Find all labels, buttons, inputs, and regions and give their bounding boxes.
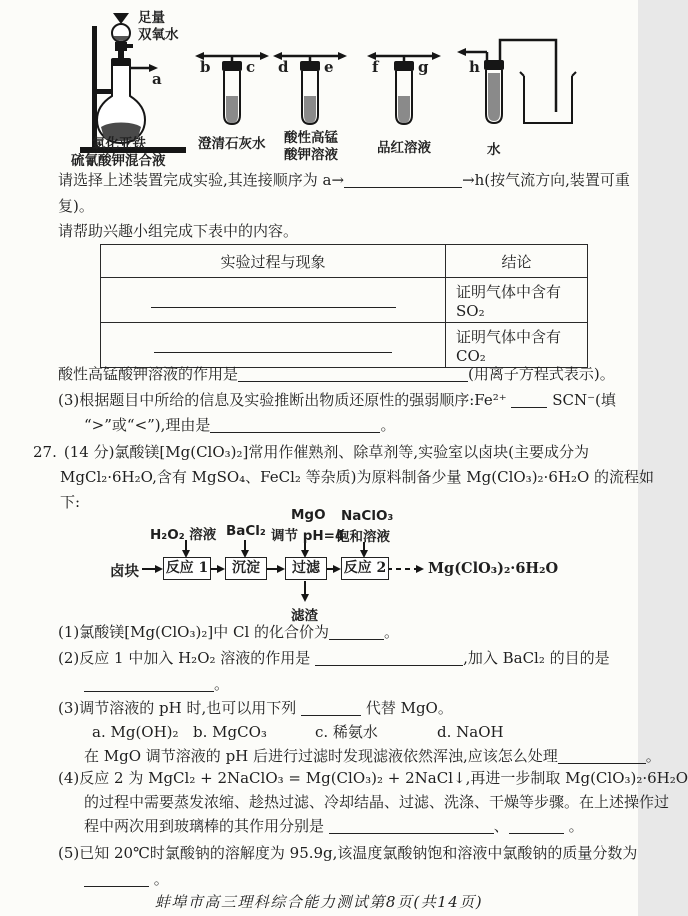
- experiment-table: [100, 244, 588, 368]
- text: (用离子方程式表示)。: [468, 365, 615, 383]
- text: (4)反应 2 为 MgCl₂ + 2NaClO₃ = Mg(ClO₃)₂ + 2NaCl↓,再进一步制取 Mg(ClO₃)₂·6H₂O: [58, 769, 688, 787]
- table-header-process: 实验过程与现象: [101, 245, 446, 278]
- text: SCN⁻(填: [552, 391, 616, 409]
- text: 请帮助兴趣小组完成下表中的内容。: [58, 222, 299, 240]
- port-c-label: c: [246, 58, 256, 76]
- q26-table-intro: [58, 221, 298, 242]
- text: MgCl₂·6H₂O,含有 MgSO₄、FeCl₂ 等杂质)为原料制备少量 Mg(ClO₃)₂·6H₂O 的流程如: [60, 468, 655, 486]
- table-header-row: [101, 245, 588, 278]
- port-f-label: f: [372, 58, 379, 76]
- device-de-label-line1: 酸性高锰: [284, 130, 338, 146]
- device-a-content-label-line2: 硫氰酸钾混合液: [71, 153, 166, 169]
- water-tube-beaker-icon: [457, 40, 576, 123]
- answer-blank: [329, 818, 494, 834]
- flow-box-precipitate: 沉淀: [225, 557, 267, 580]
- q26-part3-line2: [84, 415, 395, 436]
- answer-blank: [151, 292, 396, 308]
- q27-part5-line2: [84, 869, 169, 890]
- text: 的过程中需要蒸发浓缩、趁热过滤、冷却结晶、过滤、洗涤、干燥等步骤。在上述操作过: [84, 793, 670, 811]
- port-g-label: g: [418, 58, 429, 76]
- answer-blank: [344, 172, 462, 188]
- option-label: d. NaOH: [437, 723, 504, 741]
- flow-residue-label: 滤渣: [291, 608, 318, 624]
- q27-part2-line2: [84, 674, 229, 695]
- table-row: [101, 278, 588, 323]
- flow-start-label: 卤块: [110, 563, 139, 580]
- port-b-label: b: [200, 58, 211, 76]
- device-fg-label: 品红溶液: [377, 140, 431, 156]
- device-h-label: 水: [487, 142, 501, 158]
- text: 。: [153, 870, 169, 888]
- answer-blank: [210, 417, 380, 433]
- answer-blank: [301, 700, 361, 716]
- device-de-label-line2: 酸钾溶液: [284, 147, 338, 163]
- port-h-label: h: [469, 58, 480, 76]
- text: 酸性高锰酸钾溶液的作用是: [58, 365, 239, 383]
- option-label: a. Mg(OH)₂: [92, 723, 179, 741]
- process-blank-cell: [101, 278, 446, 323]
- q27-option-c: [315, 722, 378, 743]
- flow-box-filter: 过滤: [285, 557, 327, 580]
- text: ,加入 BaCl₂ 的目的是: [463, 649, 610, 667]
- device-a-reagent-label-line2: 双氧水: [138, 27, 179, 43]
- q27-part4-line2: [84, 792, 669, 813]
- text: 下:: [60, 493, 81, 511]
- answer-blank: [238, 366, 468, 382]
- conclusion-cell: 证明气体中含有 SO₂: [446, 278, 588, 323]
- q26-kmno4-role-line: [58, 364, 615, 385]
- answer-blank: [154, 337, 392, 353]
- q27-part5-line1: [58, 843, 637, 864]
- q27-part4-line1: [58, 768, 688, 789]
- answer-blank: [84, 676, 214, 692]
- table-row: [101, 323, 588, 368]
- text: (2)反应 1 中加入 H₂O₂ 溶液的作用是: [58, 649, 311, 667]
- answer-blank: [511, 392, 547, 408]
- text: (14 分)氯酸镁[Mg(ClO₃)₂]常用作催熟剂、除草剂等,实验室以卤块(主要成分为: [63, 443, 590, 461]
- answer-blank: [509, 818, 564, 834]
- process-blank-cell: [101, 323, 446, 368]
- text: (3)根据题目中所给的信息及实验推断出物质还原性的强弱顺序:Fe²⁺: [58, 391, 507, 409]
- text: 。: [384, 623, 400, 641]
- device-a-reagent-label-line1: 足量: [138, 10, 165, 26]
- flow-input-naclo3-line2: 饱和溶液: [336, 529, 390, 545]
- text: (5)已知 20℃时氯酸钠的溶解度为 95.9g,该温度氯酸钠饱和溶液中氯酸钠的质量分数为: [58, 844, 638, 862]
- text: (1)氯酸镁[Mg(ClO₃)₂]中 Cl 的化合价为: [58, 623, 330, 641]
- text: 在 MgO 调节溶液的 pH 后进行过滤时发现滤液依然浑浊,应该怎么处理: [84, 747, 558, 765]
- q27-stem-line1: [33, 442, 589, 463]
- q27-part1-line: [58, 622, 399, 643]
- flow-input-bacl2: BaCl₂: [226, 523, 266, 539]
- device-bc-label: 澄清石灰水: [198, 136, 266, 152]
- flow-box-reaction1: 反应 1: [163, 557, 211, 580]
- text: 。: [380, 416, 396, 434]
- q27-stem-line2: [60, 467, 654, 488]
- flow-input-naclo3-line1: NaClO₃: [341, 508, 394, 524]
- q27-part3-line: [58, 698, 453, 719]
- q27-part2-line1: [58, 648, 610, 669]
- process-flowchart: [0, 507, 638, 622]
- flow-input-h2o2: H₂O₂ 溶液: [150, 527, 217, 543]
- flow-input-mgo-line1: MgO: [291, 507, 326, 523]
- option-label: b. MgCO₃: [193, 723, 267, 741]
- port-d-label: d: [278, 58, 289, 76]
- question-number: 27.: [33, 443, 57, 461]
- answer-blank: [84, 871, 149, 887]
- flow-input-mgo-line2: 调节 pH=4: [271, 528, 345, 544]
- text: 程中两次用到玻璃棒的其作用分别是: [84, 817, 325, 835]
- text: 。: [214, 675, 230, 693]
- option-label: c. 稀氨水: [315, 723, 378, 741]
- q27-option-b: [193, 722, 267, 743]
- conclusion-cell: 证明气体中含有 CO₂: [446, 323, 588, 368]
- answer-blank: [315, 650, 463, 666]
- text: 、: [493, 817, 509, 835]
- flow-box-reaction2: 反应 2: [341, 557, 389, 580]
- answer-blank: [558, 748, 646, 764]
- q26-connection-order-line: [58, 170, 630, 191]
- text: 代替 MgO。: [365, 699, 453, 717]
- q27-option-a: [92, 722, 179, 743]
- page-footer: 蚌埠市高三理科综合能力测试第8页(共14页): [154, 893, 484, 911]
- text: “>”或“<”),理由是: [84, 416, 211, 434]
- answer-blank: [329, 624, 384, 640]
- q26-connection-order-wrap: [58, 196, 94, 217]
- text: 请选择上述装置完成实验,其连接顺序为 a→: [58, 171, 345, 189]
- text: (3)调节溶液的 pH 时,也可以用下列: [58, 699, 297, 717]
- device-a-content-label-line1: 氯化亚铁: [92, 136, 146, 152]
- text: 复)。: [58, 197, 94, 215]
- text: →h(按气流方向,装置可重: [462, 171, 630, 189]
- flow-product-label: Mg(ClO₃)₂·6H₂O: [428, 560, 559, 577]
- port-a-label: a: [152, 70, 162, 88]
- q27-part4-line3: [84, 816, 584, 837]
- text: 。: [645, 747, 661, 765]
- text: 。: [568, 817, 584, 835]
- q27-option-d: [437, 722, 504, 743]
- table-header-conclusion: 结论: [446, 245, 588, 278]
- q27-part3-followup: [84, 746, 661, 767]
- port-e-label: e: [324, 58, 334, 76]
- q26-part3-line1: [58, 390, 616, 411]
